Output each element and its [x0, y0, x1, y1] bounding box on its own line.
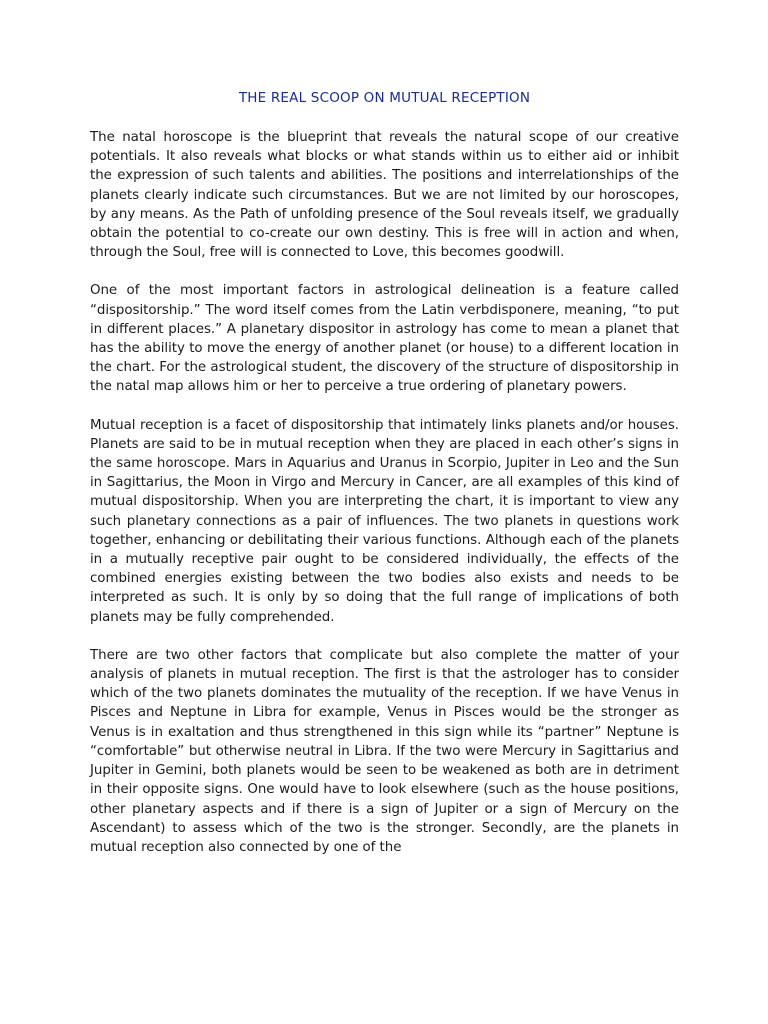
paragraph-mutual-reception: Mutual reception is a facet of dispositorship that intimately links planets and/or houses. Planets are said to be in mutual reception when they are placed in each other’s signs in the same horoscope. Mars in Aquarius and Uranus in Scorpio, Jupiter in Leo and the Sun in Sagittarius, the Moon in Virgo and Mercury in Cancer, are all examples of this kind of mutual dispositorship. When you are interpreting the chart, it is important to view any such planetary connections as a pair of influences. The two planets in questions work together, enhancing or debilitating their various functions. Although each of the planets in a mutually receptive pair ought to be considered individually, the effects of the combined energies existing between the two bodies also exists and needs to be interpreted as such. It is only by so doing that the full range of implications of both planets may be fully comprehended.	[90, 417, 679, 625]
paragraph-dispositorship: One of the most important factors in astrological delineation is a feature called “dispositorship.” The word itself comes from the Latin verbdisponere, meaning, “to put in different places.” A planetary dispositor in astrology has come to mean a planet that has the ability to move the energy of another planet (or house) to a different location in the chart. For the astrological student, the discovery of the structure of dispositorship in the natal map allows him or her to perceive a true ordering of planetary powers.	[90, 283, 679, 395]
document-page	[90, 88, 679, 876]
paragraph-natal-horoscope: The natal horoscope is the blueprint that reveals the natural scope of our creative potentials. It also reveals what blocks or what stands within us to either aid or inhibit the expression of such talents and abilities. The positions and interrelationships of the planets clearly indicate such circumstances. But we are not limited by our horoscopes, by any means. As the Path of unfolding presence of the Soul reveals itself, we gradually obtain the potential to co-create our own destiny. This is free will in action and when, through the Soul, free will is connected to Love, this becomes goodwill.	[90, 130, 679, 261]
document-title: THE REAL SCOOP ON MUTUAL RECEPTION	[238, 90, 531, 106]
paragraph-complicating-factors: There are two other factors that complicate but also complete the matter of your analysis of planets in mutual reception. The first is that the astrologer has to consider which of the two planets dominates the mutuality of the reception. If we have Venus in Pisces and Neptune in Libra for example, Venus in Pisces would be the stronger as Venus is in exaltation and thus strengthened in this sign while its “partner” Neptune is “comfortable” but otherwise neutral in Libra. If the two were Mercury in Sagittarius and Jupiter in Gemini, both planets would be seen to be weakened as both are in detriment in their opposite signs. One would have to look elsewhere (such as the house positions, other planetary aspects and if there is a sign of Jupiter or a sign of Mercury on the Ascendant) to assess which of the two is the stronger. Secondly, are the planets in mutual reception also connected by one of the	[90, 647, 679, 855]
